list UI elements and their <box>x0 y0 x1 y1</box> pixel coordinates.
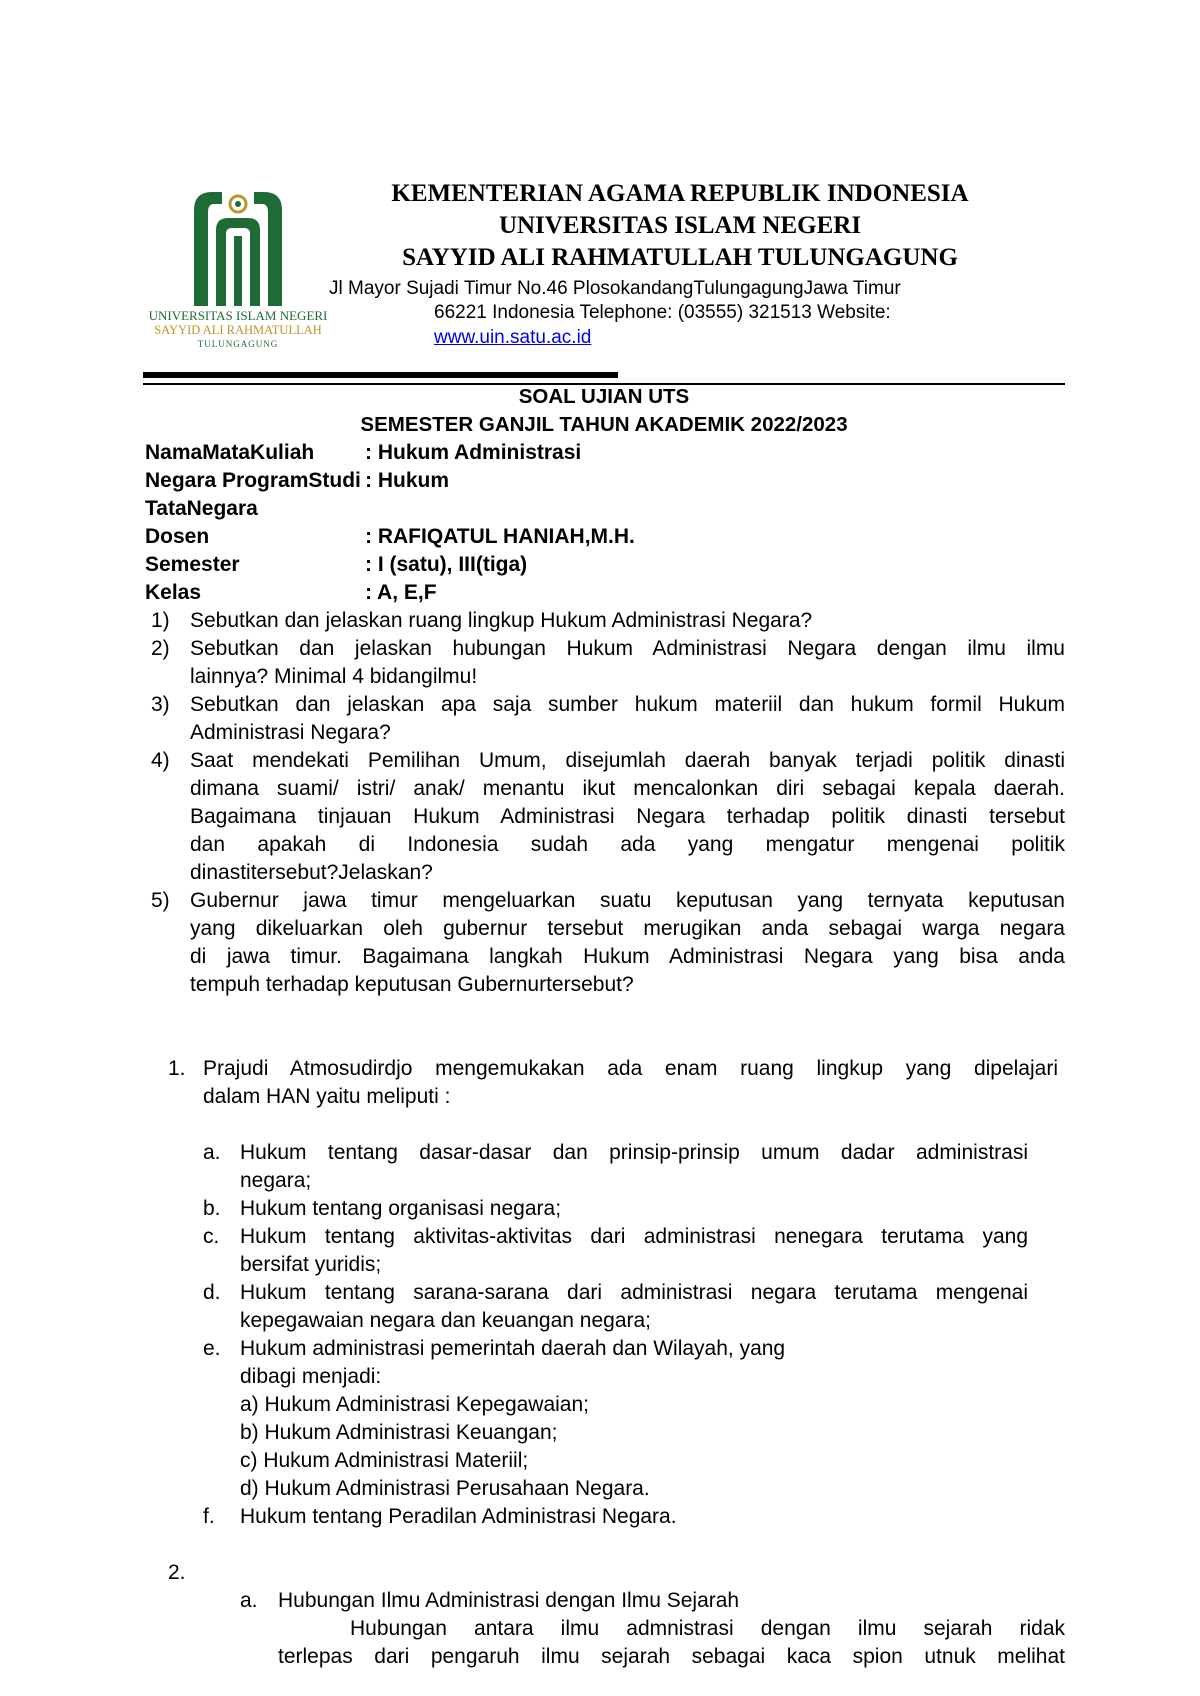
answer-1-item-c-text: Hukum tentang aktivitas-aktivitas dari administrasi nenegara terutama yang <box>240 1225 1028 1248</box>
answer-1-item-e-text: Hukum administrasi pemerintah daerah dan Wilayah, yang <box>240 1337 786 1360</box>
question-5-text: Gubernur jawa timur mengeluarkan suatu keputusan yang ternyata keputusan <box>190 889 1065 912</box>
uin-emblem-icon <box>186 188 290 306</box>
semester-value: : I (satu), III(tiga) <box>365 553 528 576</box>
university-full-name: SAYYID ALI RAHMATULLAH TULUNGAGUNG <box>402 244 958 271</box>
answer-2-number: 2. <box>168 1561 186 1584</box>
answer-2-item-a-letter: a. <box>240 1589 258 1612</box>
question-5-text: di jawa timur. Bagaimana langkah Hukum Administrasi Negara yang bisa anda <box>190 945 1065 968</box>
university-logo <box>148 188 328 349</box>
question-5-number: 5) <box>151 889 170 912</box>
question-1-number: 1) <box>151 609 170 632</box>
answer-1-intro: dalam HAN yaitu meliputi : <box>203 1085 451 1108</box>
logo-text-university: UNIVERSITAS ISLAM NEGERI <box>148 308 328 323</box>
address-line-1: Jl Mayor Sujadi Timur No.46 PlosokandangTulungagungJawa Timur <box>329 278 901 299</box>
answer-1-item-b-text: Hukum tentang organisasi negara; <box>240 1197 562 1220</box>
answer-1-item-f-text: Hukum tentang Peradilan Administrasi Negara. <box>240 1505 677 1528</box>
answer-1-item-a-letter: a. <box>203 1141 221 1164</box>
program-value: : Hukum <box>365 469 449 492</box>
answer-1-item-e-sub: b) Hukum Administrasi Keuangan; <box>240 1421 558 1444</box>
lecturer-label: Dosen <box>145 525 210 548</box>
answer-1-item-c-text: bersifat yuridis; <box>240 1253 382 1276</box>
answer-1-item-e-sub: d) Hukum Administrasi Perusahaan Negara. <box>240 1477 650 1500</box>
question-4-text: dinastitersebut?Jelaskan? <box>190 861 433 884</box>
answer-1-item-e-sub: a) Hukum Administrasi Kepegawaian; <box>240 1393 590 1416</box>
question-4-text: dimana suami/ istri/ anak/ menantu ikut mencalonkan diri sebagai kepala daerah. <box>190 777 1065 800</box>
semester-label: Semester <box>145 553 240 576</box>
course-label: NamaMataKuliah <box>145 441 315 464</box>
question-3-text: Administrasi Negara? <box>190 721 391 744</box>
answer-1-item-d-text: Hukum tentang sarana-sarana dari administrasi negara terutama mengenai <box>240 1281 1028 1304</box>
question-4-text: Bagaimana tinjauan Hukum Administrasi Negara terhadap politik dinasti tersebut <box>190 805 1065 828</box>
lecturer-value: : RAFIQATUL HANIAH,M.H. <box>365 525 635 548</box>
logo-text-name: SAYYID ALI RAHMATULLAH <box>154 323 322 337</box>
website-link[interactable]: www.uin.satu.ac.id <box>434 327 592 348</box>
question-5-text: yang dikeluarkan oleh gubernur tersebut merugikan anda sebagai warga negara <box>190 917 1065 940</box>
exam-subtitle: SEMESTER GANJIL TAHUN AKADEMIK 2022/2023 <box>360 413 848 436</box>
question-2-number: 2) <box>151 637 170 660</box>
answer-2-paragraph: terlepas dari pengaruh ilmu sejarah sebagai kaca spion utnuk melihat <box>278 1645 1065 1668</box>
question-3-number: 3) <box>151 693 170 716</box>
answer-1-item-d-letter: d. <box>203 1281 221 1304</box>
class-value: : A, E,F <box>365 581 437 604</box>
class-label: Kelas <box>145 581 202 604</box>
university-name: UNIVERSITAS ISLAM NEGERI <box>498 212 862 239</box>
program-label: Negara ProgramStudi <box>145 469 361 492</box>
answer-1-item-d-text: kepegawaian negara dan keuangan negara; <box>240 1309 652 1332</box>
answer-1-item-e-text: dibagi menjadi: <box>240 1365 382 1388</box>
answer-1-item-e-letter: e. <box>203 1337 221 1360</box>
answer-1-item-b-letter: b. <box>203 1197 221 1220</box>
course-value: : Hukum Administrasi <box>365 441 582 464</box>
answer-1-item-a-text: Hukum tentang dasar-dasar dan prinsip-prinsip umum dadar administrasi <box>240 1141 1028 1164</box>
answer-1-item-a-text: negara; <box>240 1169 312 1192</box>
question-4-text: dan apakah di Indonesia sudah ada yang mengatur mengenai politik <box>190 833 1065 856</box>
answer-1-intro: Prajudi Atmosudirdjo mengemukakan ada enam ruang lingkup yang dipelajari <box>203 1057 1058 1080</box>
program-label-cont: TataNegara <box>145 497 258 520</box>
exam-title: SOAL UJIAN UTS <box>518 385 690 408</box>
question-3-text: Sebutkan dan jelaskan apa saja sumber hukum materiil dan hukum formil Hukum <box>190 693 1065 716</box>
address-line-2: 66221 Indonesia Telephone: (03555) 321513 Website: <box>434 302 891 323</box>
question-4-text: Saat mendekati Pemilihan Umum, disejumlah daerah banyak terjadi politik dinasti <box>190 749 1065 772</box>
answer-1-item-f-letter: f. <box>203 1505 215 1528</box>
header-divider-thick <box>143 372 618 378</box>
question-2-text: lainnya? Minimal 4 bidangilmu! <box>190 665 478 688</box>
answer-1-number: 1. <box>168 1057 186 1080</box>
answer-2-paragraph: Hubungan antara ilmu admnistrasi dengan ilmu sejarah ridak <box>350 1617 1065 1640</box>
question-4-number: 4) <box>151 749 170 772</box>
question-1-text: Sebutkan dan jelaskan ruang lingkup Hukum Administrasi Negara? <box>190 609 813 632</box>
question-5-text: tempuh terhadap keputusan Gubernurtersebut? <box>190 973 634 996</box>
answer-1-item-c-letter: c. <box>203 1225 220 1248</box>
ministry-name: KEMENTERIAN AGAMA REPUBLIK INDONESIA <box>391 180 969 207</box>
question-2-text: Sebutkan dan jelaskan hubungan Hukum Administrasi Negara dengan ilmu ilmu <box>190 637 1065 660</box>
logo-text-city: TULUNGAGUNG <box>197 339 279 349</box>
answer-1-item-e-sub: c) Hukum Administrasi Materiil; <box>240 1449 529 1472</box>
answer-2-item-a-title: Hubungan Ilmu Administrasi dengan Ilmu Sejarah <box>278 1589 740 1612</box>
